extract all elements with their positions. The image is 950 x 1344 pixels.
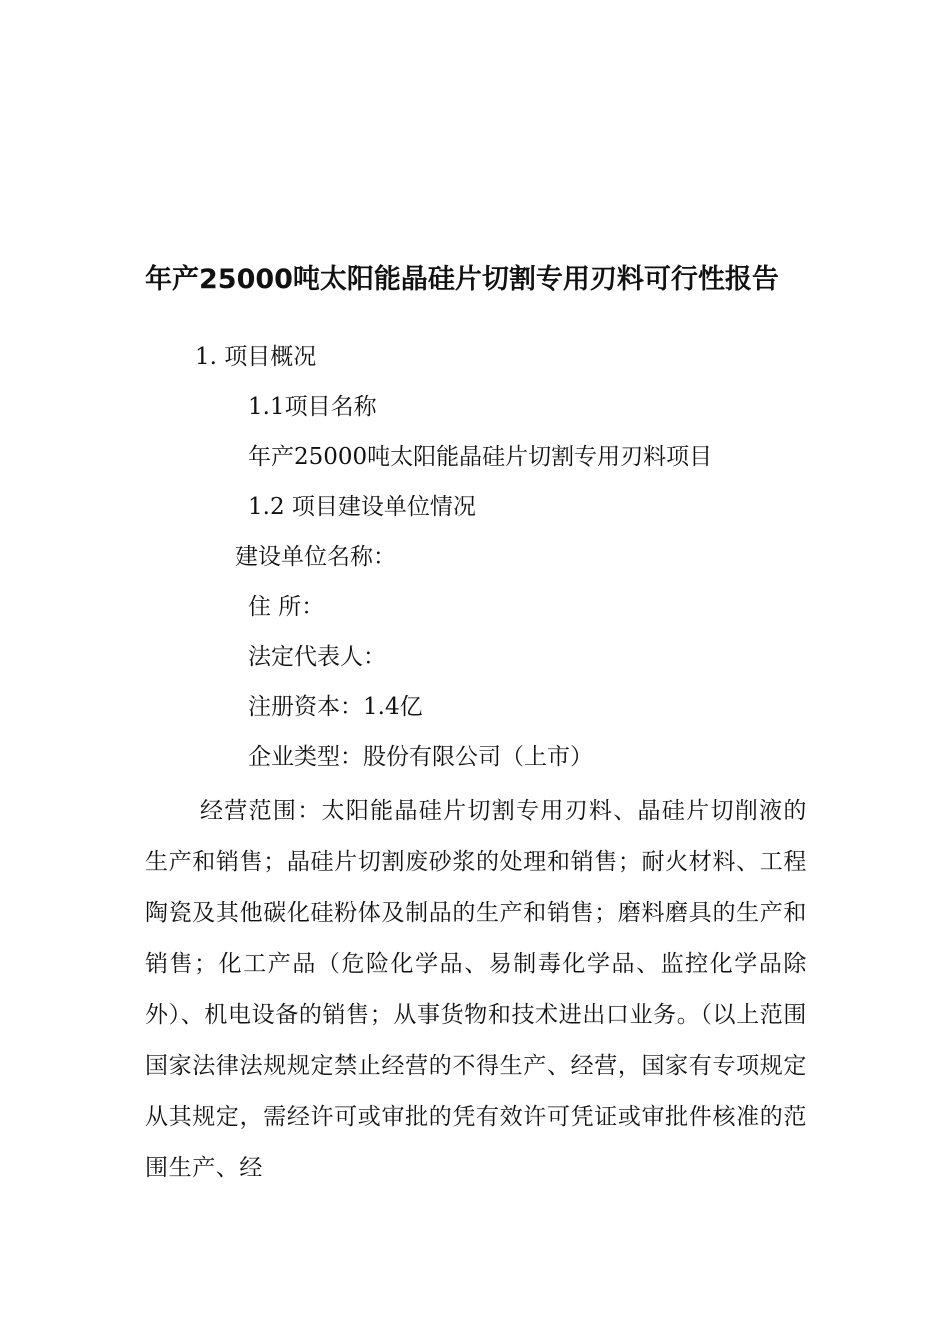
project-name-text: 年产25000吨太阳能晶硅片切割专用刃料项目 <box>248 444 713 470</box>
address-field: 住 所： <box>248 594 325 620</box>
registered-capital-field: 注册资本：1.4亿 <box>248 694 423 720</box>
unit-name-field: 建设单位名称： <box>235 544 396 570</box>
subsection-heading-construction-unit: 1.2 项目建设单位情况 <box>248 494 476 520</box>
document-title: 年产25000吨太阳能晶硅片切割专用刃料可行性报告 <box>145 264 779 295</box>
legal-representative-field: 法定代表人： <box>248 644 386 670</box>
subsection-heading-project-name: 1.1项目名称 <box>248 394 377 420</box>
section-heading-project-overview: 1. 项目概况 <box>195 344 317 370</box>
business-scope-paragraph: 经营范围：太阳能晶硅片切割专用刃料、晶硅片切削液的生产和销售；晶硅片切割废砂浆的处理和销售；耐火材料、工程陶瓷及其他碳化硅粉体及制品的生产和销售；磨料磨具的生产和销售；化工产品（危险化学品、易制毒化学品、监控化学品除外）、机电设备的销售；从事货物和技术进出口业务。（以上范围国家法律法规规定禁止经营的不得生产、经营，国家有专项规定从其规定，需经许可或审批的凭有效许可凭证或审批件核准的范围生产、经 <box>145 798 807 1181</box>
enterprise-type-field: 企业类型：股份有限公司（上市） <box>248 744 593 770</box>
